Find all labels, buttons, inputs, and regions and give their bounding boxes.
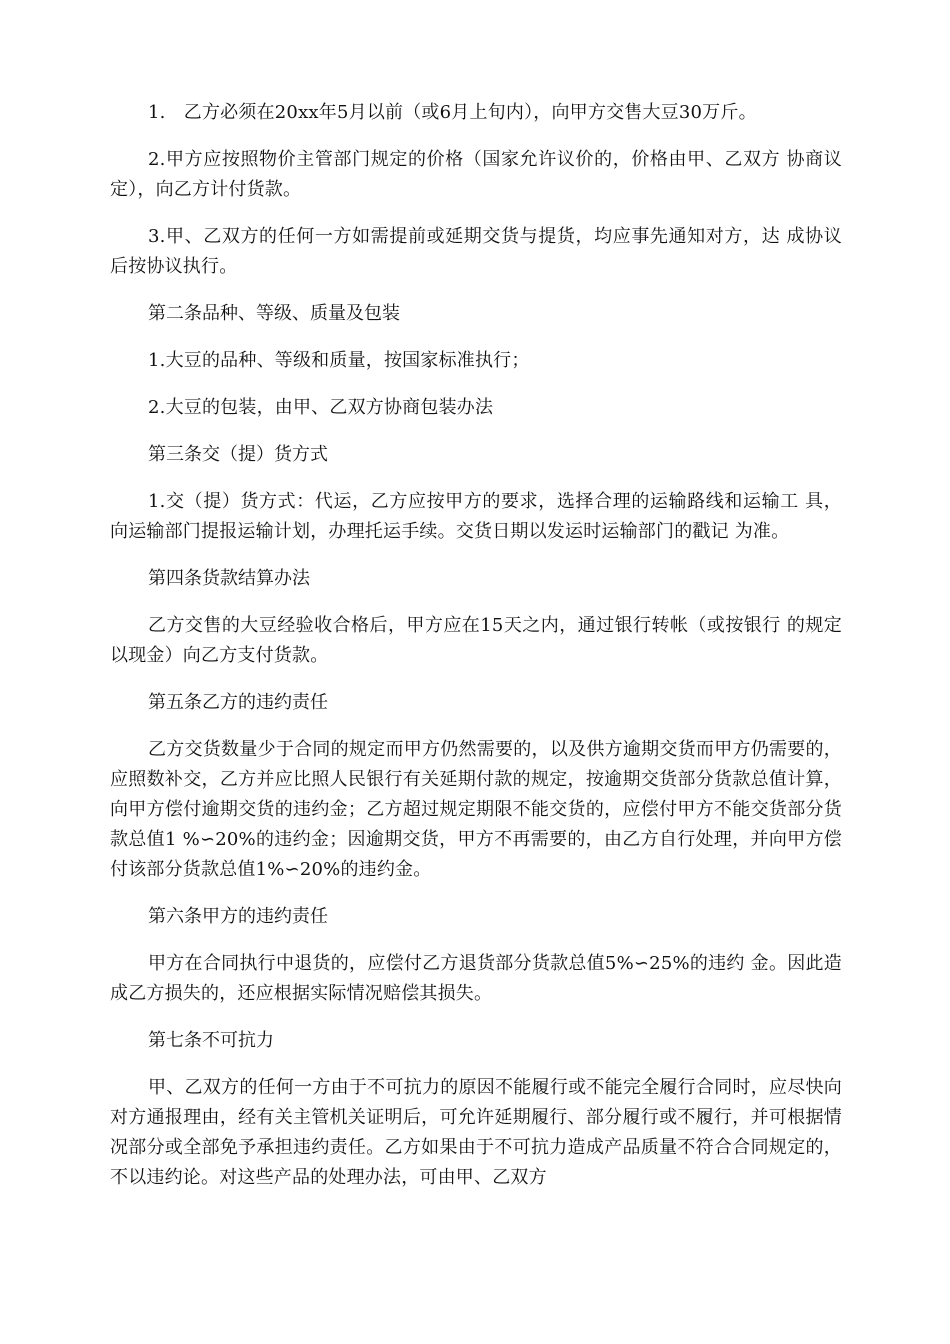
- clause-seller-liability: 乙方交货数量少于合同的规定而甲方仍然需要的，以及供方逾期交货而甲方仍需要的，应照数补交，乙方并应比照人民银行有关延期付款的规定，按逾期交货部分货款总值计算，向甲方偿付逾期交货的违约金；乙方超过规定期限不能交货的，应偿付甲方不能交货部分货款总值1 %∽20%的违约金；因逾期交货，甲方不再需要的，由乙方自行处理，并向甲方偿付该部分货款总值1%∽20%的违约金。: [110, 739, 842, 880]
- clause-buyer-liability: 甲方在合同执行中退货的，应偿付乙方退货部分货款总值5%∽25%的违约 金。因此造成乙方损失的，还应根据实际情况赔偿其损失。: [110, 953, 842, 1004]
- article-3-heading: 第三条交（提）货方式: [148, 444, 328, 465]
- article-6-heading: 第六条甲方的违约责任: [148, 906, 328, 927]
- article-7-heading: 第七条不可抗力: [148, 1030, 274, 1051]
- clause-early-late-delivery: 3.甲、乙双方的任何一方如需提前或延期交货与提货，均应事先通知对方，达 成协议后按协议执行。: [110, 226, 842, 277]
- article-5-heading: 第五条乙方的违约责任: [148, 692, 328, 713]
- clause-delivery-method: 1.交（提）货方式：代运，乙方应按甲方的要求，选择合理的运输路线和运输工 具，向运输部门提报运输计划，办理托运手续。交货日期以发运时运输部门的戳记 为准。: [110, 491, 842, 542]
- clause-price: 2.甲方应按照物价主管部门规定的价格（国家允许议价的，价格由甲、乙双方 协商议定），向乙方计付货款。: [110, 149, 842, 200]
- clause-force-majeure: 甲、乙双方的任何一方由于不可抗力的原因不能履行或不能完全履行合同时，应尽快向对方通报理由，经有关主管机关证明后，可允许延期履行、部分履行或不履行，并可根据情况部分或全部免予承担违约责任。乙方如果由于不可抗力造成产品质量不符合合同规定的，不以违约论。对这些产品的处理办法，可由甲、乙双方: [110, 1077, 842, 1188]
- article-4-heading: 第四条货款结算办法: [148, 568, 310, 589]
- clause-payment: 乙方交售的大豆经验收合格后，甲方应在15天之内，通过银行转帐（或按银行 的规定以现金）向乙方支付货款。: [110, 615, 842, 666]
- clause-packaging: 2.大豆的包装，由甲、乙双方协商包装办法: [148, 397, 494, 418]
- clause-delivery-quantity: 1. 乙方必须在20xx年5月以前（或6月上旬内），向甲方交售大豆30万斤。: [148, 102, 757, 123]
- clause-variety-quality: 1.大豆的品种、等级和质量，按国家标准执行；: [148, 350, 530, 371]
- document-body: [110, 98, 842, 1210]
- article-2-heading: 第二条品种、等级、质量及包装: [148, 303, 400, 324]
